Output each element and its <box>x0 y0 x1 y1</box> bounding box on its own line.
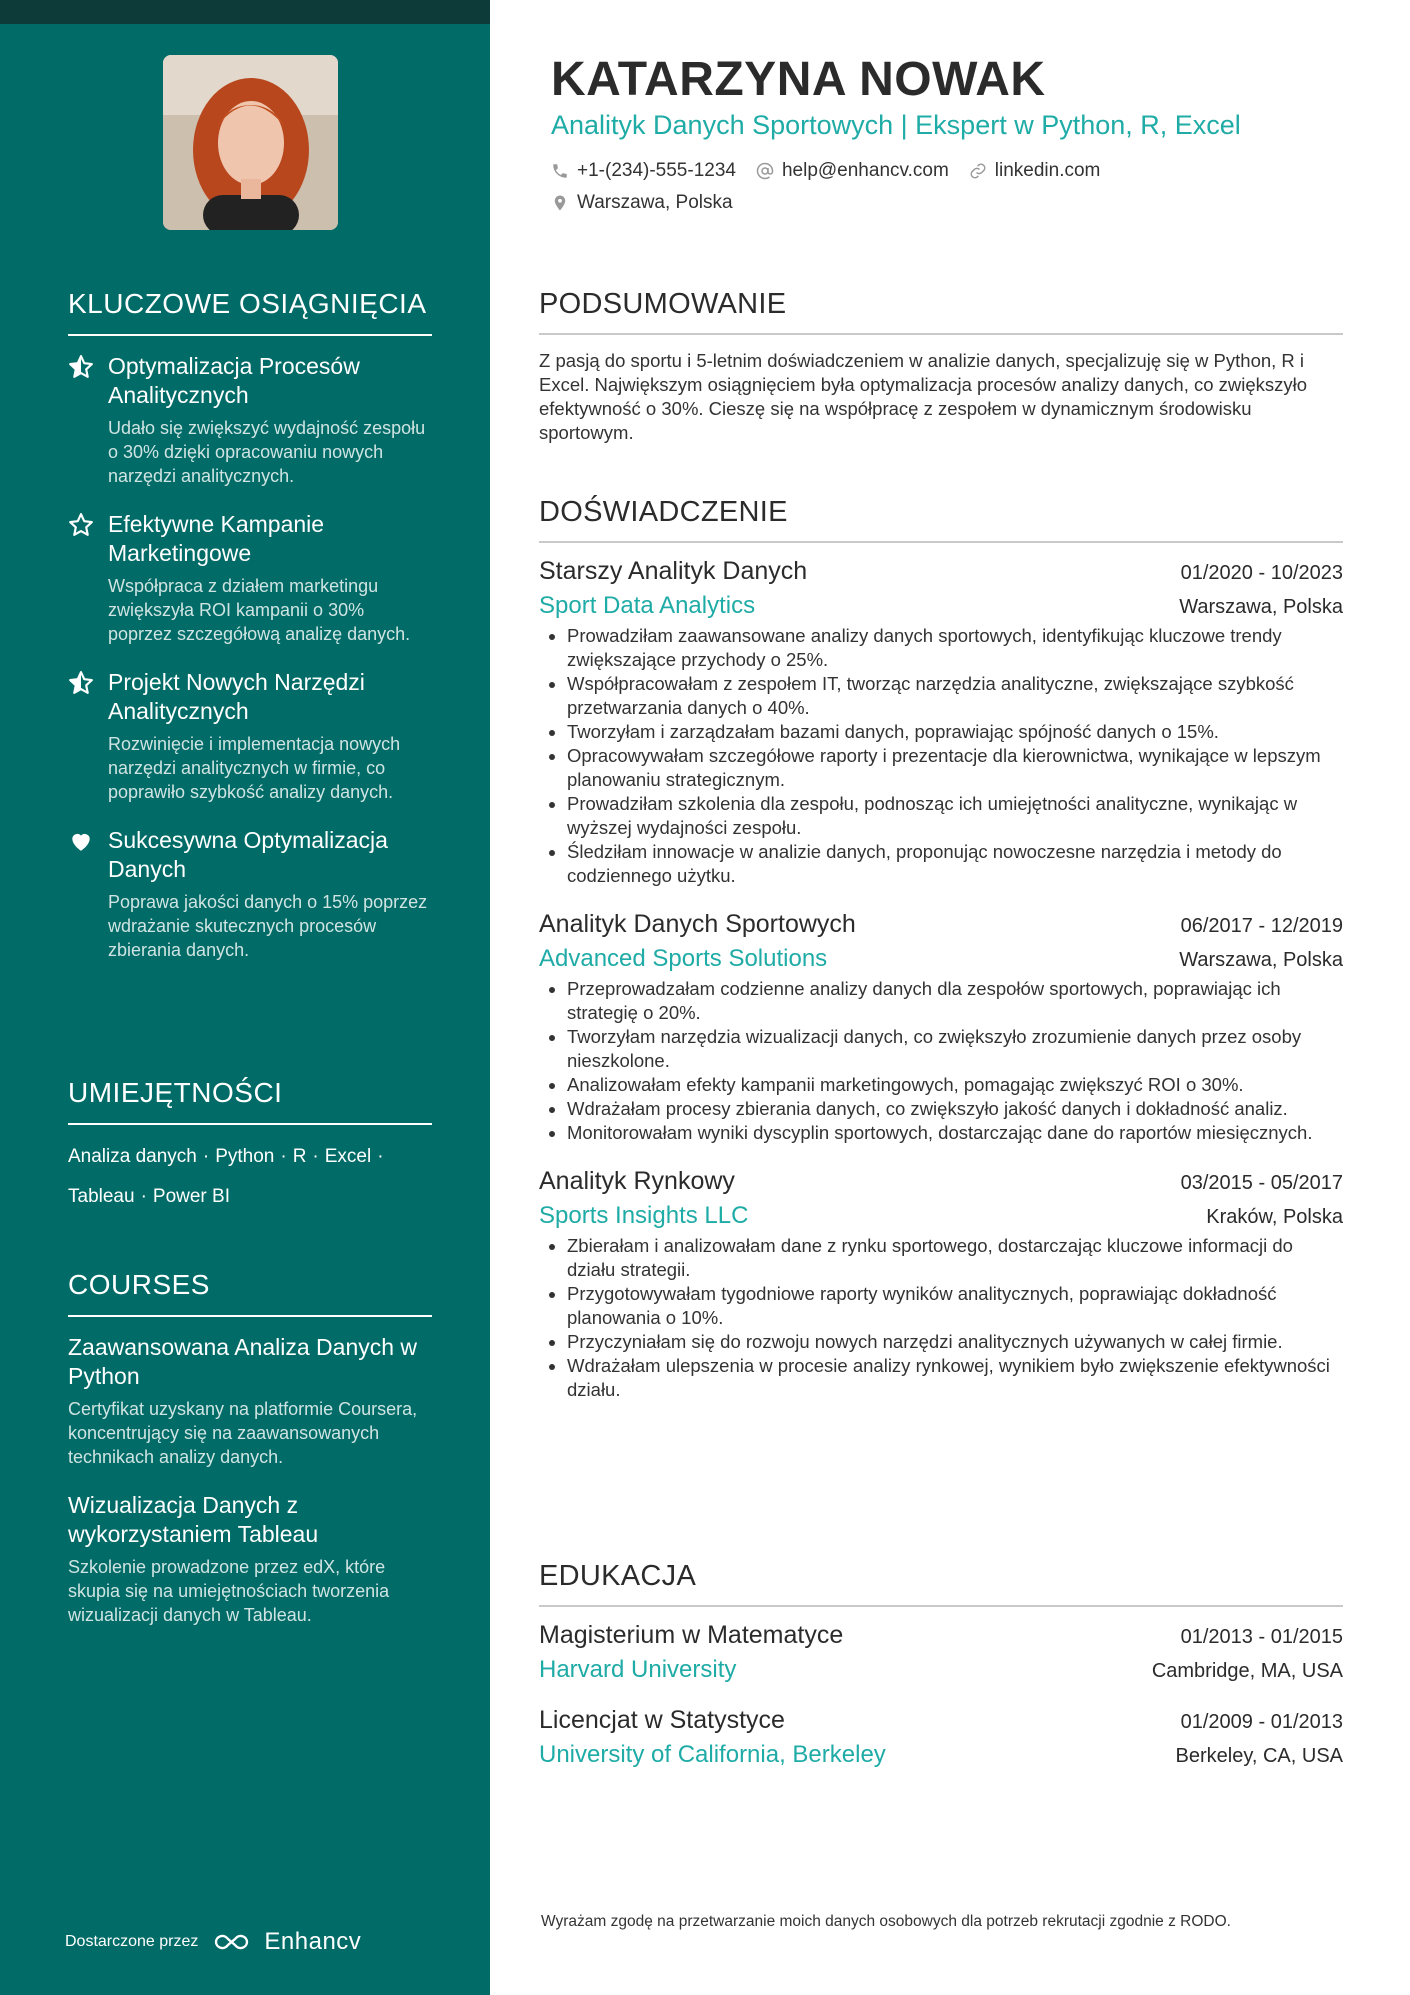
contact-location <box>551 192 733 214</box>
job-title: Analityk Danych Sportowych <box>539 910 856 938</box>
job-entry <box>539 1167 1343 1402</box>
bullet-item: • Wdrażałam ulepszenia w procesie analizy rynkowej, wynikiem było zwiększenie efektywności działu. <box>567 1354 1343 1402</box>
skill-separator: · <box>312 1146 319 1167</box>
achievement-item <box>68 510 432 646</box>
job-entry <box>539 557 1343 888</box>
job-location: Warszawa, Polska <box>1179 949 1343 971</box>
star-half-icon <box>68 354 94 380</box>
job-title: Analityk Rynkowy <box>539 1167 735 1195</box>
star-outline-icon <box>68 512 94 538</box>
course-item <box>68 1333 432 1469</box>
achievements-heading: KLUCZOWE OSIĄGNIĘCIA <box>68 288 432 336</box>
experience-heading: DOŚWIADCZENIE <box>539 496 1343 543</box>
bullet-item: • Wdrażałam procesy zbierania danych, co zwiększyło jakość danych i dokładność analiz. <box>567 1097 1343 1121</box>
education-section <box>539 1560 1343 1791</box>
summary-heading: PODSUMOWANIE <box>539 288 1343 335</box>
skill-tag: Tableau <box>68 1186 135 1207</box>
bullet-item: • Monitorowałam wyniki dyscyplin sportowych, dostarczając dane do raportów miesięcznych. <box>567 1121 1343 1145</box>
contact-linkedin[interactable] <box>969 160 1101 182</box>
achievement-desc: Udało się zwiększyć wydajność zespołu o 30% dzięki opracowaniu nowych narzędzi analitycznych. <box>108 418 426 486</box>
job-bullets <box>539 624 1343 888</box>
school-name: Harvard University <box>539 1656 737 1683</box>
bullet-item: • Przygotowywałam tygodniowe raporty wyników analitycznych, poprawiając dokładność planowania o 10%. <box>567 1282 1343 1330</box>
company-name: Sport Data Analytics <box>539 592 756 619</box>
bullet-item: • Współpracowałam z zespołem IT, tworząc narzędzia analityczne, zwiększające szybkość przetwarzania danych o 40%. <box>567 672 1343 720</box>
degree-title: Licencjat w Statystyce <box>539 1706 785 1734</box>
achievement-desc: Rozwinięcie i implementacja nowych narzędzi analitycznych w firmie, co poprawiło szybkość analizy danych. <box>108 734 401 802</box>
achievement-title: Sukcesywna Optymalizacja Danych <box>108 827 388 882</box>
skill-tag: Excel <box>324 1146 372 1167</box>
heart-icon <box>68 828 94 854</box>
achievements-section <box>68 288 432 984</box>
bullet-item: • Opracowywałam szczegółowe raporty i prezentacje dla kierownictwa, wynikające w lepszym planowaniu strategicznym. <box>567 744 1343 792</box>
course-desc: Certyfikat uzyskany na platformie Coursera, koncentrujący się na zaawansowanych technikach analizy danych. <box>68 1399 418 1467</box>
bullet-item: • Przeprowadzałam codzienne analizy danych dla zespołów sportowych, poprawiając ich strategię o 20%. <box>567 977 1343 1025</box>
bullet-item: • Tworzyłam narzędzia wizualizacji danych, co zwiększyło zrozumienie danych przez osoby nieszkolone. <box>567 1025 1343 1073</box>
job-title: Starszy Analityk Danych <box>539 557 808 585</box>
bullet-item: • Śledziłam innowacje w analizie danych, proponując nowoczesne narzędzia i metody do codziennego użytku. <box>567 840 1343 888</box>
candidate-role: Analityk Danych Sportowych | Ekspert w Python, R, Excel <box>551 110 1241 140</box>
bullet-item: • Prowadziłam szkolenia dla zespołu, podnosząc ich umiejętności analityczne, wynikając w wyższej wydajności zespołu. <box>567 792 1343 840</box>
job-dates: 01/2020 - 10/2023 <box>1180 562 1343 584</box>
skill-tag: Python <box>215 1146 275 1167</box>
achievement-title: Efektywne Kampanie Marketingowe <box>108 511 325 566</box>
course-desc: Szkolenie prowadzone przez edX, które skupia się na umiejętnościach tworzenia wizualizacji danych w Tableau. <box>68 1557 390 1625</box>
brand-name[interactable]: Enhancv <box>264 1928 362 1955</box>
star-half-icon <box>68 670 94 696</box>
courses-heading: COURSES <box>68 1269 432 1317</box>
skill-separator: · <box>202 1146 210 1167</box>
skills-heading: UMIEJĘTNOŚCI <box>68 1077 432 1125</box>
job-dates: 06/2017 - 12/2019 <box>1180 915 1343 937</box>
location-text: Warszawa, Polska <box>577 192 733 213</box>
contact-email[interactable] <box>756 160 949 182</box>
bullet-item: • Zbierałam i analizowałam dane z rynku sportowego, dostarczając kluczowe informacji do działu strategii. <box>567 1234 1343 1282</box>
job-bullets <box>539 977 1343 1145</box>
skill-separator: · <box>140 1186 147 1207</box>
enhancv-logo-icon <box>212 1930 258 1954</box>
skill-tag: Analiza danych <box>68 1146 197 1167</box>
sidebar-top-bar <box>0 0 490 24</box>
location-pin-icon <box>551 194 569 212</box>
summary-text: Z pasją do sportu i 5-letnim doświadczeniem w analizie danych, specjalizuję się w Python, R i Excel. Największym osiągnięciem była optymalizacja procesów analizy danych, co zwiększyło efektywność o 30%. Cieszę się na współpracę z zespołem w dynamicznym środowisku sportowym. <box>539 350 1308 443</box>
education-dates: 01/2009 - 01/2013 <box>1180 1711 1343 1733</box>
skill-separator: · <box>377 1146 384 1167</box>
phone-text: +1-(234)-555-1234 <box>577 160 736 181</box>
company-name: Advanced Sports Solutions <box>539 945 828 972</box>
experience-section <box>539 496 1343 1402</box>
candidate-name: KATARZYNA NOWAK <box>551 53 1046 106</box>
company-name: Sports Insights LLC <box>539 1202 749 1229</box>
powered-by <box>65 1928 361 1956</box>
courses-section <box>68 1269 432 1649</box>
bullet-item: • Prowadziłam zaawansowane analizy danych sportowych, identyfikując kluczowe trendy zwiększające przychody o 25%. <box>567 624 1343 672</box>
link-icon <box>969 162 987 180</box>
achievement-desc: Współpraca z działem marketingu zwiększyła ROI kampanii o 30% poprzez szczegółową analizę danych. <box>108 576 411 644</box>
skills-list <box>68 1137 432 1217</box>
job-dates: 03/2015 - 05/2017 <box>1180 1172 1343 1194</box>
skill-tag: R <box>292 1146 307 1167</box>
at-sign-icon <box>756 162 774 180</box>
course-title: Zaawansowana Analiza Danych w Python <box>68 1334 418 1389</box>
school-location: Berkeley, CA, USA <box>1175 1745 1343 1767</box>
achievement-item <box>68 826 432 962</box>
school-location: Cambridge, MA, USA <box>1151 1660 1343 1682</box>
degree-title: Magisterium w Matematyce <box>539 1621 844 1649</box>
job-location: Kraków, Polska <box>1206 1206 1343 1228</box>
course-item <box>68 1491 432 1627</box>
school-name: University of California, Berkeley <box>539 1741 886 1768</box>
achievement-item <box>68 668 432 804</box>
gdpr-consent: Wyrażam zgodę na przetwarzanie moich danych osobowych dla potrzeb rekrutacji zgodnie z RODO. <box>541 1913 1231 1930</box>
phone-icon <box>551 162 569 180</box>
summary-section <box>539 288 1343 445</box>
achievement-desc: Poprawa jakości danych o 15% poprzez wdrażanie skutecznych procesów zbierania danych. <box>108 892 428 960</box>
job-location: Warszawa, Polska <box>1179 596 1343 618</box>
profile-photo <box>163 55 338 230</box>
achievement-item <box>68 352 432 488</box>
job-bullets <box>539 1234 1343 1402</box>
job-entry <box>539 910 1343 1145</box>
achievement-title: Optymalizacja Procesów Analitycznych <box>108 353 360 408</box>
achievement-title: Projekt Nowych Narzędzi Analitycznych <box>108 669 365 724</box>
contact-phone[interactable] <box>551 160 736 182</box>
education-dates: 01/2013 - 01/2015 <box>1180 1626 1343 1648</box>
powered-by-label: Dostarczone przez <box>65 1933 199 1950</box>
contact-info <box>551 160 1120 224</box>
bullet-item: • Tworzyłam i zarządzałam bazami danych, poprawiając spójność danych o 15%. <box>567 720 1343 744</box>
skills-section <box>68 1077 432 1217</box>
linkedin-text: linkedin.com <box>994 160 1101 181</box>
bullet-item: • Analizowałam efekty kampanii marketingowych, pomagając zwiększyć ROI o 30%. <box>567 1073 1343 1097</box>
education-heading: EDUKACJA <box>539 1560 1343 1607</box>
education-entry <box>539 1706 1343 1769</box>
email-text: help@enhancv.com <box>781 160 949 181</box>
bullet-item: • Przyczyniałam się do rozwoju nowych narzędzi analitycznych używanych w całej firmie. <box>567 1330 1343 1354</box>
course-title: Wizualizacja Danych z wykorzystaniem Tableau <box>68 1492 319 1547</box>
skill-tag: Power BI <box>152 1186 230 1207</box>
education-entry <box>539 1621 1343 1684</box>
sidebar <box>0 0 490 1995</box>
skill-separator: · <box>280 1146 287 1167</box>
